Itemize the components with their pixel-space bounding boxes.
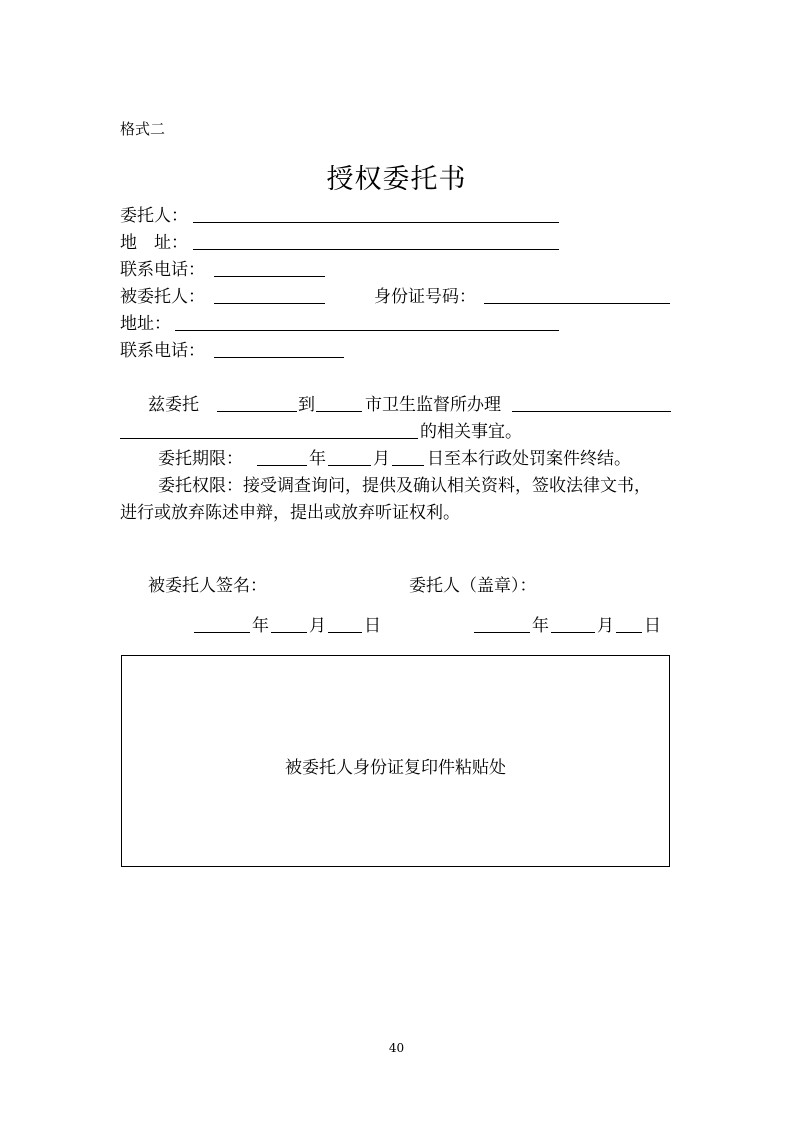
period-month-blank[interactable] xyxy=(328,465,371,466)
entrust-city-blank[interactable] xyxy=(316,411,362,412)
agent-sign-day-label: 日 xyxy=(364,616,381,636)
principal-field[interactable] xyxy=(193,222,559,223)
agent-sign-day-blank[interactable] xyxy=(328,632,362,633)
agent-sign-month-label: 月 xyxy=(309,616,326,636)
id-copy-paste-box xyxy=(121,655,670,867)
agent-phone-label: 联系电话： xyxy=(120,341,205,361)
address-label: 地 址： xyxy=(120,233,188,253)
principal-seal-year-label: 年 xyxy=(532,616,549,636)
agent-sign-month-blank[interactable] xyxy=(271,632,307,633)
principal-seal-month-label: 月 xyxy=(597,616,614,636)
id-number-label: 身份证号码： xyxy=(374,287,476,307)
period-suffix: 日至本行政处罚案件终结。 xyxy=(427,449,631,469)
agent-address-field[interactable] xyxy=(175,330,559,331)
entrust-to: 到 xyxy=(298,395,315,415)
id-number-field[interactable] xyxy=(484,303,670,304)
authority-line-1: 委托权限：接受调查询问，提供及确认相关资料，签收法律文书， xyxy=(158,476,651,496)
phone-label: 联系电话： xyxy=(120,260,205,280)
principal-label: 委托人： xyxy=(120,206,188,226)
agent-address-label: 地址： xyxy=(120,314,171,334)
period-month-label: 月 xyxy=(373,449,390,469)
address-field[interactable] xyxy=(193,249,559,250)
authority-line-2: 进行或放弃陈述申辩，提出或放弃听证权利。 xyxy=(120,503,460,523)
format-label: 格式二 xyxy=(120,120,166,138)
agent-label: 被委托人： xyxy=(120,287,205,307)
period-year-label: 年 xyxy=(309,449,326,469)
agent-field[interactable] xyxy=(214,303,325,304)
agent-signature-label: 被委托人签名： xyxy=(148,576,267,596)
principal-seal-day-blank[interactable] xyxy=(616,632,642,633)
period-label: 委托期限： xyxy=(158,449,243,469)
period-year-blank[interactable] xyxy=(257,465,307,466)
paste-box-label: 被委托人身份证复印件粘贴处 xyxy=(285,758,506,778)
principal-seal-day-label: 日 xyxy=(644,616,661,636)
phone-field[interactable] xyxy=(214,276,325,277)
entrust-prefix: 兹委托 xyxy=(148,395,199,415)
document-title: 授权委托书 xyxy=(326,164,467,195)
entrust-matter-blank-2[interactable] xyxy=(120,438,418,439)
principal-seal-year-blank[interactable] xyxy=(474,632,530,633)
principal-seal-label: 委托人（盖章）： xyxy=(409,576,537,596)
entrust-suffix: 的相关事宜。 xyxy=(420,422,522,442)
period-day-blank[interactable] xyxy=(392,465,424,466)
entrust-matter-blank[interactable] xyxy=(512,411,671,412)
page-number: 40 xyxy=(388,1041,405,1055)
principal-seal-month-blank[interactable] xyxy=(551,632,595,633)
agent-phone-field[interactable] xyxy=(214,357,344,358)
agent-sign-year-label: 年 xyxy=(252,616,269,636)
entrust-office: 市卫生监督所办理 xyxy=(365,395,501,415)
entrust-agent-blank[interactable] xyxy=(217,411,297,412)
agent-sign-year-blank[interactable] xyxy=(194,632,250,633)
